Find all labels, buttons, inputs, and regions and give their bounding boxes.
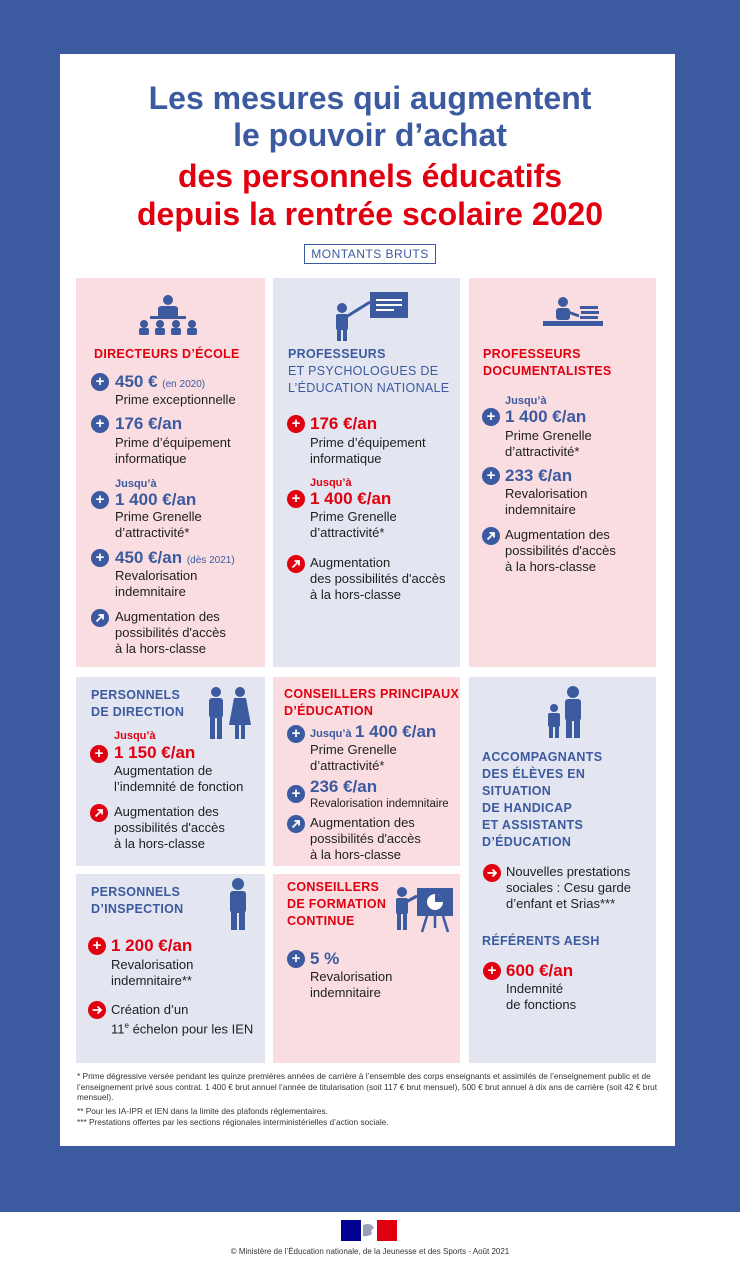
presenter-chart-icon — [393, 882, 455, 934]
cpe-text-2: Revalorisation indemnitaire — [310, 798, 449, 810]
directeurs-text-4: Revalorisation indemnitaire — [115, 568, 198, 599]
referents-aesh-heading: RÉFÉRENTS AESH — [482, 934, 600, 948]
plus-icon: + — [91, 415, 109, 433]
professeurs-amount-2: 1 400 €/an — [310, 489, 392, 508]
inspection-heading: PERSONNELS D’INSPECTION — [91, 885, 184, 916]
directeurs-text-5: Augmentation des possibilités d'accès à la hors-classe — [115, 609, 226, 656]
cpe-text-1: Prime Grenelle d’attractivité* — [310, 742, 397, 773]
formation-heading: CONSEILLERS DE FORMATION CONTINUE — [287, 880, 387, 928]
republique-francaise-logo — [341, 1220, 397, 1241]
documentalistes-text-1: Prime Grenelle d’attractivité* — [505, 428, 592, 459]
librarian-books-icon — [541, 296, 605, 332]
card-personnels-inspection — [76, 874, 265, 1063]
plus-icon: + — [91, 549, 109, 567]
professeurs-text-2: Prime Grenelle d’attractivité* — [310, 509, 397, 540]
diagonal-arrow-icon — [91, 609, 109, 627]
plus-icon: + — [287, 490, 305, 508]
plus-icon: + — [287, 415, 305, 433]
documentalistes-jusqua: Jusqu’à — [505, 395, 547, 407]
right-arrow-icon — [88, 1001, 106, 1019]
directeurs-text-2: Prime d’équipement informatique — [115, 435, 231, 466]
copyright: © Ministère de l’Éducation nationale, de la Jeunesse et des Sports - Août 2021 — [230, 1247, 510, 1256]
cpe-heading: CONSEILLERS PRINCIPAUX D’ÉDUCATION — [284, 687, 460, 718]
plus-icon: + — [88, 937, 106, 955]
plus-icon: + — [287, 785, 305, 803]
directeurs-amount-2: 176 €/an — [115, 414, 183, 433]
aesh-heading: ACCOMPAGNANTS DES ÉLÈVES EN SITUATION DE HANDICAP ET ASSISTANTS D’ÉDUCATION — [482, 750, 603, 849]
montants-bruts-label: MONTANTS BRUTS — [304, 244, 436, 264]
footnote-1: * Prime dégressive versée pendant les quinze premières années de carrière à l’ensemble des corps enseignants et assimilés de l’enseignement public et de l’enseignement privé sous contrat. 1 400 € brut annuel l’année de titularisation (soit 117 € brut mensuel), 500 € brut annuel à dix ans de carrière (soit 42 € brut mensuel). — [77, 1071, 658, 1102]
aesh-text-2: Indemnité de fonctions — [506, 981, 577, 1012]
direction-heading: PERSONNELS DE DIRECTION — [91, 688, 185, 719]
direction-jusqua: Jusqu’à — [114, 730, 156, 742]
diagonal-arrow-icon — [90, 804, 108, 822]
plus-icon: + — [287, 725, 305, 743]
plus-icon: + — [91, 491, 109, 509]
footnote-3: *** Prestations offertes par les sections régionales interministérielles d’action sociale. — [77, 1117, 389, 1127]
adult-child-icon — [545, 686, 585, 738]
directeurs-amount-1: 450 € (en 2020) — [115, 372, 206, 391]
plus-icon: + — [482, 408, 500, 426]
footnote-2: ** Pour les IA-IPR et IEN dans la limite des plafonds réglementaires. — [77, 1106, 328, 1116]
inspection-text-2: Création d’un 11e échelon pour les IEN — [111, 1002, 254, 1037]
right-arrow-icon — [483, 864, 501, 882]
cpe-amount-2: 236 €/an — [310, 777, 378, 796]
title-line-3: des personnels éducatifs — [177, 158, 563, 194]
professeurs-heading: PROFESSEURS ET PSYCHOLOGUES DE L’ÉDUCATION NATIONALE — [288, 347, 450, 395]
card-documentalistes — [469, 278, 656, 667]
person-icon — [228, 878, 248, 930]
directeurs-text-3: Prime Grenelle d’attractivité* — [115, 509, 202, 540]
formation-amount-1: 5 % — [310, 949, 340, 968]
plus-icon: + — [287, 950, 305, 968]
documentalistes-heading: PROFESSEURS DOCUMENTALISTES — [483, 347, 612, 378]
teacher-board-icon — [330, 290, 410, 342]
aesh-text-1: Nouvelles prestations sociales : Cesu garde d’enfant et Srias*** — [506, 864, 632, 911]
cpe-jusqua: Jusqu’à — [310, 728, 352, 740]
direction-amount-1: 1 150 €/an — [114, 743, 196, 762]
documentalistes-amount-2: 233 €/an — [505, 466, 573, 485]
card-personnels-direction — [76, 677, 265, 866]
directeurs-amount-4: 450 €/an (dès 2021) — [115, 548, 235, 567]
cpe-text-3: Augmentation des possibilités d'accès à la hors-classe — [310, 815, 421, 862]
card-formation-continue — [273, 874, 460, 1063]
card-cpe — [273, 677, 460, 866]
documentalistes-text-2: Revalorisation indemnitaire — [505, 486, 588, 517]
professeurs-amount-1: 176 €/an — [310, 414, 378, 433]
cpe-amount-1: 1 400 €/an — [355, 722, 437, 741]
inspection-text-1: Revalorisation indemnitaire** — [111, 957, 194, 988]
directeurs-text-1: Prime exceptionnelle — [115, 392, 236, 407]
title-line-2: le pouvoir d’achat — [233, 117, 507, 153]
documentalistes-amount-1: 1 400 €/an — [505, 407, 587, 426]
plus-icon: + — [90, 745, 108, 763]
documentalistes-text-3: Augmentation des possibilités d'accès à la hors-classe — [505, 527, 616, 574]
plus-icon: + — [483, 962, 501, 980]
direction-text-2: Augmentation des possibilités d'accès à la hors-classe — [114, 804, 225, 851]
professeurs-jusqua: Jusqu’à — [310, 477, 352, 489]
card-professeurs — [273, 278, 460, 667]
diagonal-arrow-icon — [287, 815, 305, 833]
card-directeurs-ecole — [76, 278, 265, 667]
aesh-amount-2: 600 €/an — [506, 961, 574, 980]
diagonal-arrow-icon — [287, 555, 305, 573]
classroom-icon — [136, 294, 200, 336]
man-woman-icon — [204, 687, 252, 739]
directeurs-heading: DIRECTEURS D’ÉCOLE — [94, 347, 240, 361]
formation-text-1: Revalorisation indemnitaire — [310, 969, 393, 1000]
card-aesh — [469, 677, 656, 1063]
plus-icon: + — [91, 373, 109, 391]
direction-text-1: Augmentation de l’indemnité de fonction — [114, 763, 244, 794]
plus-icon: + — [482, 467, 500, 485]
directeurs-jusqua: Jusqu’à — [115, 478, 157, 490]
title-line-4: depuis la rentrée scolaire 2020 — [136, 196, 604, 232]
professeurs-text-1: Prime d’équipement informatique — [310, 435, 426, 466]
directeurs-amount-3: 1 400 €/an — [115, 490, 197, 509]
diagonal-arrow-icon — [482, 527, 500, 545]
professeurs-text-3: Augmentation des possibilités d'accès à la hors-classe — [310, 555, 446, 602]
inspection-amount-1: 1 200 €/an — [111, 936, 193, 955]
title-line-1: Les mesures qui augmentent — [148, 80, 592, 116]
